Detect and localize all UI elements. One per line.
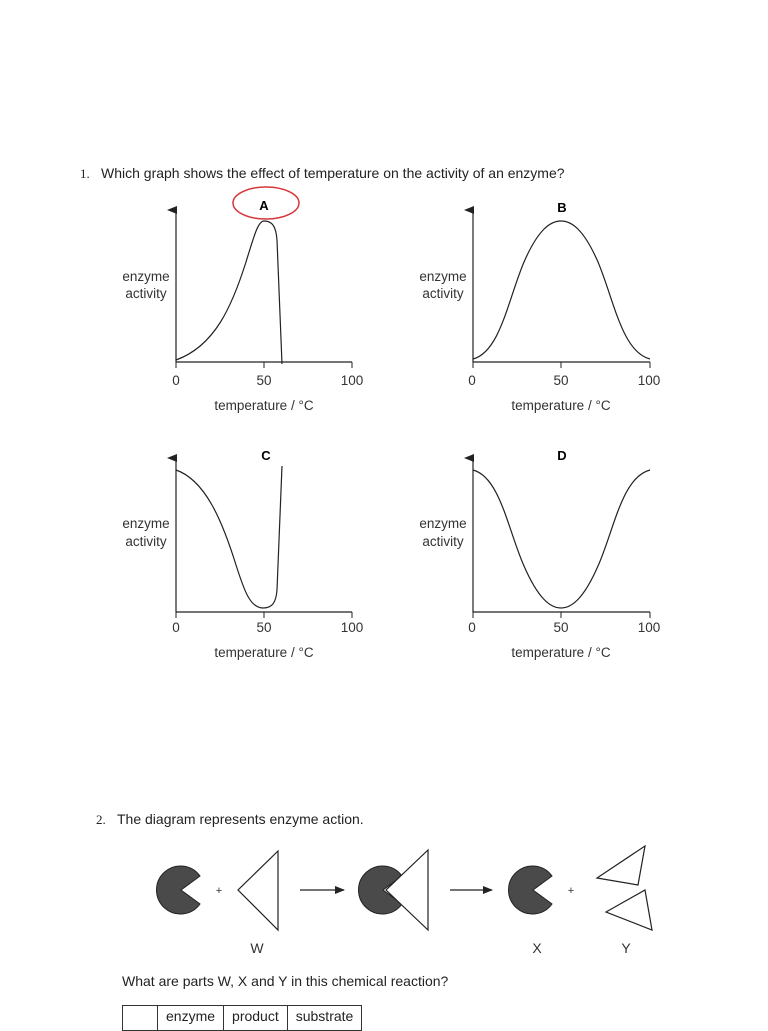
- graph-b-curve: [473, 221, 650, 359]
- answer-table-header-substrate: substrate: [287, 1006, 362, 1031]
- product-triangle-lower: [606, 890, 652, 930]
- triangle-w: [238, 851, 278, 930]
- graph-c-curve: [176, 466, 282, 608]
- graph-c[interactable]: [122, 448, 363, 660]
- enzyme-substrate-complex-enzyme: [359, 866, 402, 914]
- graph-c-tick-100: 100: [340, 620, 364, 635]
- plus-sign-1: +: [215, 885, 223, 897]
- graph-b-tick-0: 0: [468, 373, 476, 388]
- graph-d-tick-0: 0: [468, 620, 476, 635]
- plus-sign-2: +: [567, 885, 575, 897]
- graph-d-xlabel: temperature / °C: [511, 645, 611, 660]
- answer-table: [122, 1005, 362, 1031]
- graph-a-tick-0: 0: [172, 373, 180, 388]
- graph-b-ylabel-1: enzyme: [419, 269, 467, 284]
- graph-a[interactable]: [122, 187, 363, 413]
- graph-b-ylabel-2: activity: [422, 286, 464, 301]
- graph-d-tick-100: 100: [637, 620, 661, 635]
- answer-table-header-row: [123, 1006, 362, 1031]
- graph-a-ylabel-2: activity: [125, 286, 167, 301]
- product-triangle-upper: [597, 846, 645, 885]
- graph-d-ylabel-2: activity: [422, 534, 464, 549]
- enzyme-shape-x: [509, 866, 552, 914]
- graph-d-ylabel-1: enzyme: [419, 516, 467, 531]
- question-1-number: 1.: [80, 166, 90, 181]
- graph-d-tick-50: 50: [553, 620, 569, 635]
- graph-a-curve: [176, 221, 282, 364]
- label-x: X: [532, 940, 542, 956]
- graph-c-letter: C: [261, 448, 271, 463]
- answer-table-header-product: product: [224, 1006, 288, 1031]
- answer-table-header-option: [123, 1006, 158, 1031]
- graph-a-letter: A: [259, 198, 269, 213]
- graph-b-tick-50: 50: [553, 373, 569, 388]
- graph-a-tick-50: 50: [256, 373, 272, 388]
- graph-d-curve: [473, 470, 650, 608]
- graph-a-tick-100: 100: [340, 373, 364, 388]
- graph-c-ylabel-2: activity: [125, 534, 167, 549]
- graph-c-tick-50: 50: [256, 620, 272, 635]
- answer-table-header-enzyme: enzyme: [158, 1006, 224, 1031]
- graph-b-letter: B: [557, 200, 567, 215]
- question-2-subquestion: What are parts W, X and Y in this chemical reaction?: [122, 973, 449, 989]
- graph-d[interactable]: [419, 448, 660, 660]
- graph-d-letter: D: [557, 448, 567, 463]
- question-2-number: 2.: [96, 812, 106, 827]
- graph-b[interactable]: [419, 200, 660, 413]
- graph-a-ylabel-1: enzyme: [122, 269, 170, 284]
- question-2-text: The diagram represents enzyme action.: [117, 811, 364, 827]
- graph-c-xlabel: temperature / °C: [214, 645, 314, 660]
- label-w: W: [250, 940, 264, 956]
- question-1-text: Which graph shows the effect of temperature on the activity of an enzyme?: [101, 165, 565, 181]
- graph-b-tick-100: 100: [637, 373, 661, 388]
- enzyme-shape-w-stage: [157, 866, 200, 914]
- graph-a-xlabel: temperature / °C: [214, 398, 314, 413]
- graph-b-xlabel: temperature / °C: [511, 398, 611, 413]
- enzyme-substrate-complex-triangle: [386, 850, 428, 930]
- graph-c-ylabel-1: enzyme: [122, 516, 170, 531]
- graph-c-tick-0: 0: [172, 620, 180, 635]
- label-y: Y: [621, 940, 631, 956]
